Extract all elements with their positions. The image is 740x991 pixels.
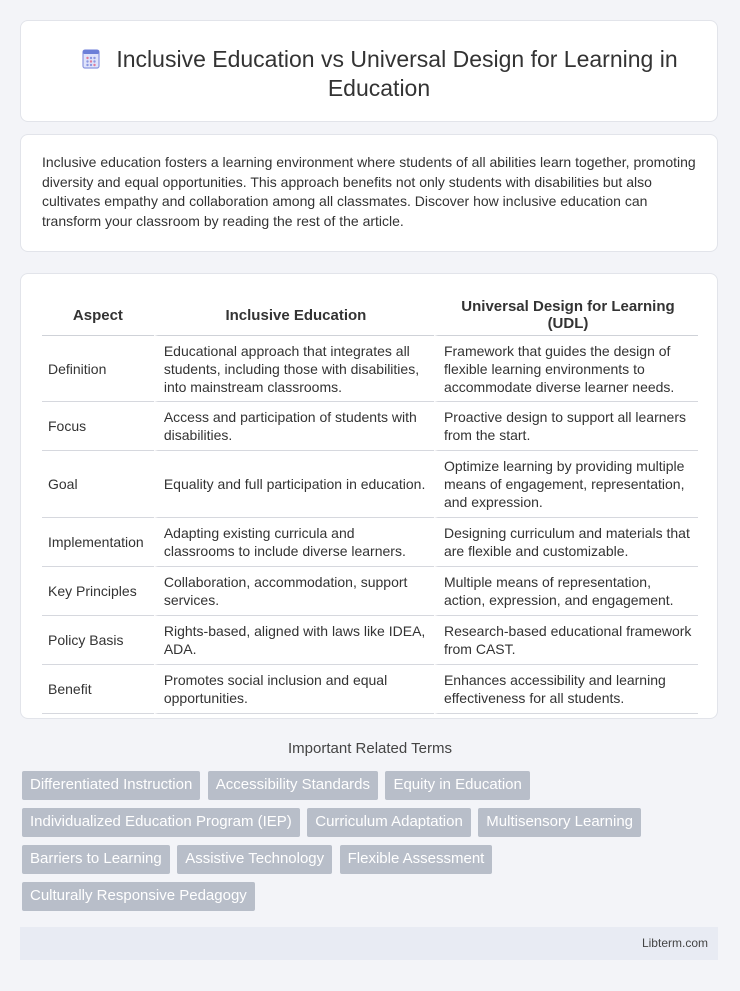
- aspect-cell: Goal: [42, 451, 154, 518]
- aspect-cell: Definition: [42, 336, 154, 402]
- header-card: [20, 20, 718, 122]
- udl-cell: Multiple means of representation, action, expression, and engagement.: [434, 567, 698, 616]
- related-terms-title: Important Related Terms: [288, 740, 452, 757]
- udl-cell: Optimize learning by providing multiple means of engagement, representation, and expression.: [434, 451, 698, 518]
- comparison-card: [20, 273, 718, 719]
- table-row: [42, 402, 698, 451]
- table-header-row: [42, 296, 698, 336]
- aspect-cell: Focus: [42, 402, 154, 451]
- table-row: [42, 567, 698, 616]
- inclusive-cell: Collaboration, accommodation, support services.: [154, 567, 434, 616]
- header-aspect: Aspect: [42, 296, 154, 336]
- udl-cell: Proactive design to support all learners from the start.: [434, 402, 698, 451]
- related-term-tag[interactable]: Assistive Technology: [177, 845, 332, 874]
- aspect-cell: Benefit: [42, 665, 154, 714]
- page-title: Inclusive Education vs Universal Design for Learning in Education: [116, 46, 678, 101]
- table-row: [42, 451, 698, 518]
- page-title-wrap: [61, 45, 697, 103]
- table-row: [42, 518, 698, 567]
- intro-paragraph: Inclusive education fosters a learning environment where students of all abilities learn together, promoting diversity and equal opportunities. This approach benefits not only students with disabilities but also cultivates empathy and collaboration among all classmates. Discover how inclusive education can transform your classroom by reading the rest of the article.: [42, 154, 696, 229]
- inclusive-cell: Rights-based, aligned with laws like IDEA, ADA.: [154, 616, 434, 665]
- udl-cell: Enhances accessibility and learning effectiveness for all students.: [434, 665, 698, 714]
- related-terms-list: [22, 771, 702, 919]
- related-term-tag[interactable]: Flexible Assessment: [340, 845, 493, 874]
- related-term-tag[interactable]: Equity in Education: [385, 771, 529, 800]
- intro-card: [20, 134, 718, 252]
- related-term-tag[interactable]: Curriculum Adaptation: [307, 808, 471, 837]
- udl-cell: Research-based educational framework from CAST.: [434, 616, 698, 665]
- table-row: [42, 665, 698, 714]
- udl-cell: Designing curriculum and materials that are flexible and customizable.: [434, 518, 698, 567]
- inclusive-cell: Adapting existing curricula and classrooms to include diverse learners.: [154, 518, 434, 567]
- footer: [20, 927, 718, 960]
- related-term-tag[interactable]: Culturally Responsive Pedagogy: [22, 882, 255, 911]
- table-row: [42, 616, 698, 665]
- aspect-cell: Implementation: [42, 518, 154, 567]
- document-icon: [80, 48, 102, 70]
- udl-cell: Framework that guides the design of flexible learning environments to accommodate diverse learner needs.: [434, 336, 698, 402]
- aspect-cell: Policy Basis: [42, 616, 154, 665]
- related-term-tag[interactable]: Differentiated Instruction: [22, 771, 200, 800]
- inclusive-cell: Access and participation of students with disabilities.: [154, 402, 434, 451]
- header-udl: Universal Design for Learning (UDL): [434, 296, 698, 336]
- inclusive-cell: Promotes social inclusion and equal opportunities.: [154, 665, 434, 714]
- footer-site-link[interactable]: Libterm.com: [641, 936, 708, 950]
- table-row: [42, 336, 698, 402]
- related-term-tag[interactable]: Accessibility Standards: [208, 771, 378, 800]
- comparison-table: [42, 296, 698, 714]
- related-term-tag[interactable]: Barriers to Learning: [22, 845, 170, 874]
- inclusive-cell: Equality and full participation in education.: [154, 451, 434, 518]
- related-term-tag[interactable]: Multisensory Learning: [478, 808, 641, 837]
- inclusive-cell: Educational approach that integrates all students, including those with disabilities, into mainstream classrooms.: [154, 336, 434, 402]
- related-term-tag[interactable]: Individualized Education Program (IEP): [22, 808, 300, 837]
- header-inclusive-education: Inclusive Education: [154, 296, 434, 336]
- aspect-cell: Key Principles: [42, 567, 154, 616]
